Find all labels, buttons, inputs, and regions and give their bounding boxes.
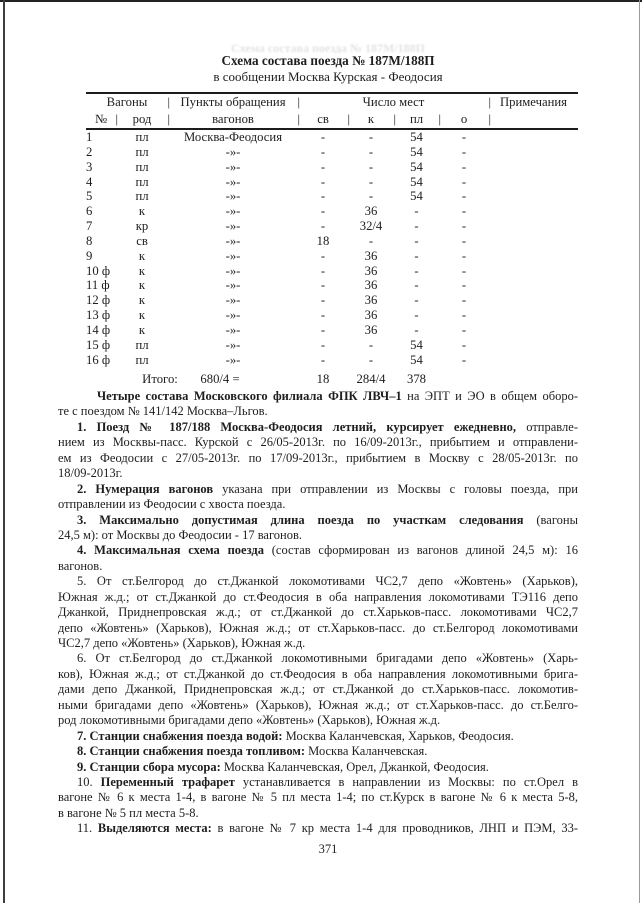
paragraph	[58, 729, 578, 744]
header-group-route	[168, 94, 298, 111]
cell-o: -	[461, 322, 467, 337]
text-line	[58, 760, 578, 775]
text-line	[58, 528, 578, 543]
cell-no: 13 ф	[86, 308, 111, 323]
cell-sv: -	[320, 308, 326, 323]
bold-text-segment: 8. Станции снабжения поезда топливом:	[77, 744, 306, 759]
paragraph	[58, 389, 578, 420]
cell-o: -	[461, 219, 467, 234]
text-segment: вагоне № 6 к места 1-4, в вагоне № 5 пл места 1-4; по ст.Курск в вагоне № 6 к места 5-8,	[58, 790, 578, 805]
cell-no: 9	[86, 248, 93, 263]
cell-sv: -	[320, 263, 326, 278]
cell-route: -»-	[225, 278, 241, 293]
cell-k: -	[368, 233, 374, 248]
header-col-no-label: №	[94, 112, 108, 126]
cell-k: 32/4	[359, 219, 383, 234]
header-col-route-label: вагонов	[212, 112, 254, 126]
cell-k: 36	[364, 204, 378, 219]
cell-type: кр	[135, 219, 149, 234]
cell-o: -	[461, 278, 467, 293]
total-sv: 18	[316, 371, 330, 386]
train-composition-table	[86, 92, 578, 386]
header-col-o-label: о	[460, 112, 468, 126]
document-subtitle: в сообщении Москва Курская - Феодосия	[213, 69, 443, 84]
table-column-header-row	[86, 111, 578, 128]
cell-k: -	[368, 352, 374, 367]
cell-k: -	[368, 144, 374, 159]
cell-pl: -	[414, 308, 419, 323]
text-segment: ЧС2,7 депо «Жовтень» (Харьков), Южная ж.д.	[58, 636, 306, 650]
table-row	[86, 160, 578, 175]
text-segment: Южная ж.д.; от ст.Джанкой до ст.Феодосия в оба направления локомотивами ТЭ116 депо	[58, 589, 578, 604]
cell-sv: -	[320, 322, 326, 337]
text-segment: Москва Каланчевская, Орел, Джанкой, Феодосия.	[220, 759, 489, 774]
text-line	[58, 574, 578, 589]
header-col-no	[86, 111, 116, 128]
cell-pl: -	[414, 278, 419, 293]
scan-edge-right	[639, 0, 640, 903]
header-group-wagons	[86, 94, 168, 111]
text-line	[58, 651, 578, 666]
text-segment: (вагоны	[523, 512, 578, 527]
text-segment: ков), Южная ж.д.; от ст.Джанкой до ст.Феодосия в оба направления локомотивными брига-	[58, 666, 578, 681]
cell-sv: -	[320, 144, 326, 159]
text-segment: те с поездом № 141/142 Москва–Льгов.	[58, 404, 268, 419]
cell-route: -»-	[225, 337, 241, 352]
cell-type: пл	[135, 352, 149, 367]
table-row	[86, 234, 578, 249]
bold-text-segment: 9. Станции сбора мусора:	[77, 759, 221, 774]
bold-text-segment: Переменный трафарет	[100, 774, 235, 789]
text-line	[58, 729, 578, 744]
cell-sv: -	[320, 159, 326, 174]
text-segment: 6. От ст.Белгород до ст.Джанкой локомотивными бригадами депо «Жовтень» (Харь-	[77, 651, 578, 666]
table-body	[86, 130, 578, 368]
cell-o: -	[461, 248, 467, 263]
text-segment: 18/09-2013г.	[58, 466, 123, 481]
total-empty-cell	[86, 372, 116, 387]
cell-k: -	[368, 189, 374, 204]
table-row	[86, 293, 578, 308]
cell-no: 6	[86, 204, 93, 219]
total-formula: 680/4 =	[200, 371, 240, 386]
table-row	[86, 353, 578, 368]
cell-route: -»-	[225, 174, 241, 189]
cell-route: -»-	[225, 204, 241, 219]
cell-sv: -	[320, 204, 326, 219]
bold-text-segment: 4. Максимальная схема поезда	[77, 543, 264, 558]
cell-pl: -	[414, 248, 419, 263]
text-line	[58, 389, 578, 404]
column-separator: |	[438, 112, 441, 126]
cell-no: 15 ф	[86, 337, 111, 352]
text-line	[58, 590, 578, 605]
bold-text-segment: 1. Поезд № 187/188 Москва-Феодосия летний, курсирует ежедневно,	[77, 419, 517, 434]
paragraph	[58, 760, 578, 775]
total-pl: 378	[406, 371, 427, 386]
text-line	[58, 667, 578, 682]
text-segment: Москва Каланчевская, Харьков, Феодосия.	[282, 728, 514, 743]
cell-pl: -	[414, 263, 419, 278]
cell-o: -	[461, 293, 467, 308]
cell-k: -	[368, 337, 374, 352]
paragraph	[58, 744, 578, 759]
text-line	[58, 775, 578, 790]
text-segment: устанавливается в направлении из Москвы: по ст.Орел в	[234, 774, 578, 789]
column-separator: |	[167, 95, 170, 109]
cell-pl: -	[414, 204, 419, 219]
cell-route: -»-	[225, 352, 241, 367]
text-segment: дами депо Джанкой, Приднепровская ж.д.; от ст.Джанкой до ст.Харьков-пасс. локомотив-	[58, 682, 578, 697]
cell-route: -»-	[225, 233, 241, 248]
cell-sv: -	[320, 278, 326, 293]
column-separator: |	[297, 112, 300, 126]
cell-k: -	[368, 174, 374, 189]
cell-pl: 54	[410, 337, 423, 352]
cell-type: пл	[135, 144, 149, 159]
text-line	[58, 821, 578, 836]
cell-k: 36	[364, 293, 378, 308]
table-total-row	[86, 372, 578, 387]
cell-route: -»-	[225, 219, 241, 234]
cell-o: -	[461, 204, 467, 219]
text-line	[58, 497, 578, 512]
bold-text-segment: Четыре состава Московского филиала ФПК ЛВЧ–1	[97, 389, 402, 403]
table-group-header-row	[86, 94, 578, 111]
cell-no: 5	[86, 189, 93, 204]
cell-sv: -	[320, 352, 326, 367]
table-row	[86, 338, 578, 353]
cell-sv: 18	[316, 233, 330, 248]
cell-k: 36	[364, 278, 378, 293]
header-group-seats-label: Число мест	[362, 95, 425, 109]
cell-k: 36	[364, 308, 378, 323]
cell-type: пл	[135, 130, 149, 144]
header-group-seats	[298, 94, 489, 111]
cell-route: -»-	[225, 248, 241, 263]
cell-type: пл	[135, 337, 149, 352]
bleed-through-ghost: Схема состава поезда № 187М/188П	[231, 41, 425, 55]
text-segment: вагонов.	[58, 558, 103, 573]
cell-sv: -	[320, 174, 326, 189]
cell-sv: -	[320, 248, 326, 263]
cell-o: -	[461, 308, 467, 323]
bold-text-segment: 2. Нумерация вагонов	[77, 481, 214, 496]
text-line	[58, 806, 578, 821]
bold-text-segment: 3. Максимально допустимая длина поезда по участкам следования	[77, 512, 524, 527]
cell-o: -	[461, 189, 467, 204]
paragraph	[58, 513, 578, 544]
text-line	[58, 420, 578, 435]
text-segment: депо «Жовтень» (Харьков), Южная ж.д.; от ст.Харьков-пасс. до ст.Белгород локомотивами	[58, 620, 578, 635]
cell-o: -	[461, 159, 467, 174]
table-row	[86, 308, 578, 323]
paragraph	[58, 651, 578, 728]
column-separator: |	[297, 95, 300, 109]
cell-no: 4	[86, 174, 93, 189]
paragraph	[58, 420, 578, 482]
text-segment: ем из Феодосии с 27/05-2013г. по 17/09-2013г., прибытием в Москву с 28/05-2013г. по	[58, 450, 578, 465]
cell-sv: -	[320, 293, 326, 308]
text-line	[58, 543, 578, 558]
cell-pl: 54	[410, 352, 423, 367]
header-group-route-label: Пункты обращения	[180, 95, 286, 109]
total-label: Итого:	[142, 371, 178, 386]
cell-sv: -	[320, 189, 326, 204]
cell-k: 36	[364, 322, 378, 337]
cell-route: -»-	[225, 159, 241, 174]
header-col-type	[116, 111, 168, 128]
cell-pl: 54	[410, 174, 423, 189]
cell-pl: -	[414, 233, 419, 248]
text-line	[58, 605, 578, 620]
cell-k: -	[368, 130, 374, 144]
cell-o: -	[461, 337, 467, 352]
table-row	[86, 219, 578, 234]
text-segment: ными бригадами депо «Жовтень» (Харьков), Южная ж.д.; от ст.Харьков-пасс. до ст.Белго-	[58, 697, 578, 712]
scan-edge-top	[0, 0, 642, 2]
cell-pl: 54	[410, 130, 423, 144]
header-col-type-label: род	[132, 112, 152, 126]
document-title: Схема состава поезда № 187М/188П	[221, 53, 435, 68]
cell-pl: -	[414, 219, 419, 234]
header-col-k-label: к	[367, 112, 375, 126]
cell-pl: 54	[410, 144, 423, 159]
header-col-route	[168, 111, 298, 128]
text-line	[58, 790, 578, 805]
table-row	[86, 204, 578, 219]
cell-o: -	[461, 233, 467, 248]
cell-no: 7	[86, 219, 93, 234]
cell-route: -»-	[225, 144, 241, 159]
text-segment: Москва Каланчевская.	[305, 744, 428, 759]
cell-type: к	[138, 308, 146, 323]
cell-sv: -	[320, 337, 326, 352]
cell-type: пл	[135, 174, 149, 189]
text-line	[58, 513, 578, 528]
table-row	[86, 249, 578, 264]
cell-no: 11 ф	[86, 278, 110, 293]
paragraph	[58, 821, 578, 836]
table-row	[86, 278, 578, 293]
text-line	[58, 636, 578, 651]
column-separator: |	[167, 112, 170, 126]
text-segment: (состав сформирован из вагонов длиной 24,5 м): 16	[263, 543, 578, 558]
cell-type: к	[138, 204, 146, 219]
text-line	[58, 559, 578, 574]
cell-pl: -	[414, 293, 419, 308]
text-segment: в вагоне № 7 кр места 1-4 для проводников, ЛНП и ПЭМ, 33-	[211, 821, 579, 836]
header-col-pl-label: пл	[409, 112, 424, 126]
cell-o: -	[461, 352, 467, 367]
cell-route: -»-	[225, 189, 241, 204]
text-segment: отправлении из Феодосии с хвоста поезда.	[58, 497, 286, 512]
column-separator: |	[115, 112, 118, 126]
bold-text-segment: 7. Станции снабжения поезда водой:	[77, 728, 283, 743]
table-row	[86, 130, 578, 145]
cell-no: 16 ф	[86, 352, 111, 367]
text-line	[58, 713, 578, 728]
text-segment: нием из Москвы-пасс. Курской с 26/05-2013г. по 16/09-2013г., прибытием и отправлени-	[58, 435, 578, 450]
text-segment: Джанкой, Приднепровская ж.д.; от ст.Джанкой до ст.Харьков-пасс. локомотивами ЧС2,7	[58, 605, 578, 620]
cell-route: Москва-Феодосия	[183, 130, 283, 144]
text-segment: 10.	[77, 774, 101, 789]
cell-sv: -	[320, 219, 326, 234]
cell-route: -»-	[225, 322, 241, 337]
text-segment: 24,5 м): от Москвы до Феодосии - 17 вагонов.	[58, 527, 303, 542]
cell-route: -»-	[225, 308, 241, 323]
text-line	[58, 682, 578, 697]
text-segment: 11.	[77, 821, 98, 836]
paragraph	[58, 775, 578, 821]
cell-no: 8	[86, 233, 93, 248]
header-col-sv-label: св	[317, 112, 329, 126]
text-line	[58, 451, 578, 466]
cell-no: 10 ф	[86, 263, 111, 278]
text-line	[58, 482, 578, 497]
cell-k: 36	[364, 263, 378, 278]
paragraph	[58, 574, 578, 651]
table-row	[86, 189, 578, 204]
cell-no: 3	[86, 159, 93, 174]
page-number: 371	[318, 842, 338, 856]
cell-type: св	[136, 233, 148, 248]
table-row	[86, 175, 578, 190]
cell-type: к	[138, 248, 146, 263]
header-col-pl	[394, 111, 439, 128]
header-col-o	[439, 111, 489, 128]
paragraph	[58, 543, 578, 574]
cell-sv: -	[320, 130, 326, 144]
scan-edge-left	[3, 0, 5, 903]
cell-no: 1	[86, 130, 93, 144]
cell-no: 2	[86, 144, 93, 159]
cell-route: -»-	[225, 293, 241, 308]
cell-pl: -	[414, 322, 419, 337]
cell-o: -	[461, 130, 467, 144]
text-segment: на ЭПТ и ЭО в общем оборо-	[401, 389, 578, 403]
cell-type: к	[138, 293, 146, 308]
header-col-k	[348, 111, 394, 128]
table-row	[86, 145, 578, 160]
text-line	[58, 698, 578, 713]
text-line	[58, 404, 578, 419]
column-separator: |	[347, 112, 350, 126]
cell-route: -»-	[225, 263, 241, 278]
text-segment: род локомотивными бригадами депо «Жовтень» (Харьков), Южная ж.д.	[58, 713, 441, 728]
text-segment: в вагоне № 5 пл места 5-8.	[58, 805, 199, 820]
cell-o: -	[461, 174, 467, 189]
cell-type: к	[138, 322, 146, 337]
cell-k: -	[368, 159, 374, 174]
table-row	[86, 323, 578, 338]
header-group-notes	[489, 94, 578, 111]
cell-pl: 54	[410, 159, 423, 174]
cell-type: пл	[135, 159, 149, 174]
table-row	[86, 264, 578, 279]
header-col-sv	[298, 111, 348, 128]
cell-no: 14 ф	[86, 322, 111, 337]
bold-text-segment: Выделяются места:	[97, 821, 212, 836]
text-line	[58, 621, 578, 636]
paragraph	[58, 482, 578, 513]
column-separator: |	[393, 112, 396, 126]
column-separator: |	[488, 95, 491, 109]
total-k: 284/4	[356, 371, 386, 386]
cell-type: к	[138, 278, 146, 293]
column-separator: |	[488, 112, 491, 126]
header-group-notes-label: Примечания	[499, 95, 568, 109]
text-line	[58, 466, 578, 481]
cell-no: 12 ф	[86, 293, 111, 308]
cell-pl: 54	[410, 189, 423, 204]
text-segment: 5. От ст.Белгород до ст.Джанкой локомотивами ЧС2,7 депо «Жовтень» (Харьков),	[77, 574, 578, 589]
text-segment: отправле-	[516, 419, 578, 434]
text-segment: указана при отправлении из Москвы с головы поезда, при	[213, 481, 578, 496]
body-paragraphs	[58, 389, 578, 837]
text-line	[58, 744, 578, 759]
cell-type: пл	[135, 189, 149, 204]
cell-type: к	[138, 263, 146, 278]
header-col-notes-empty	[489, 111, 578, 128]
cell-k: 36	[364, 248, 378, 263]
header-group-wagons-label: Вагоны	[106, 95, 148, 109]
cell-o: -	[461, 263, 467, 278]
text-line	[58, 435, 578, 450]
cell-o: -	[461, 144, 467, 159]
